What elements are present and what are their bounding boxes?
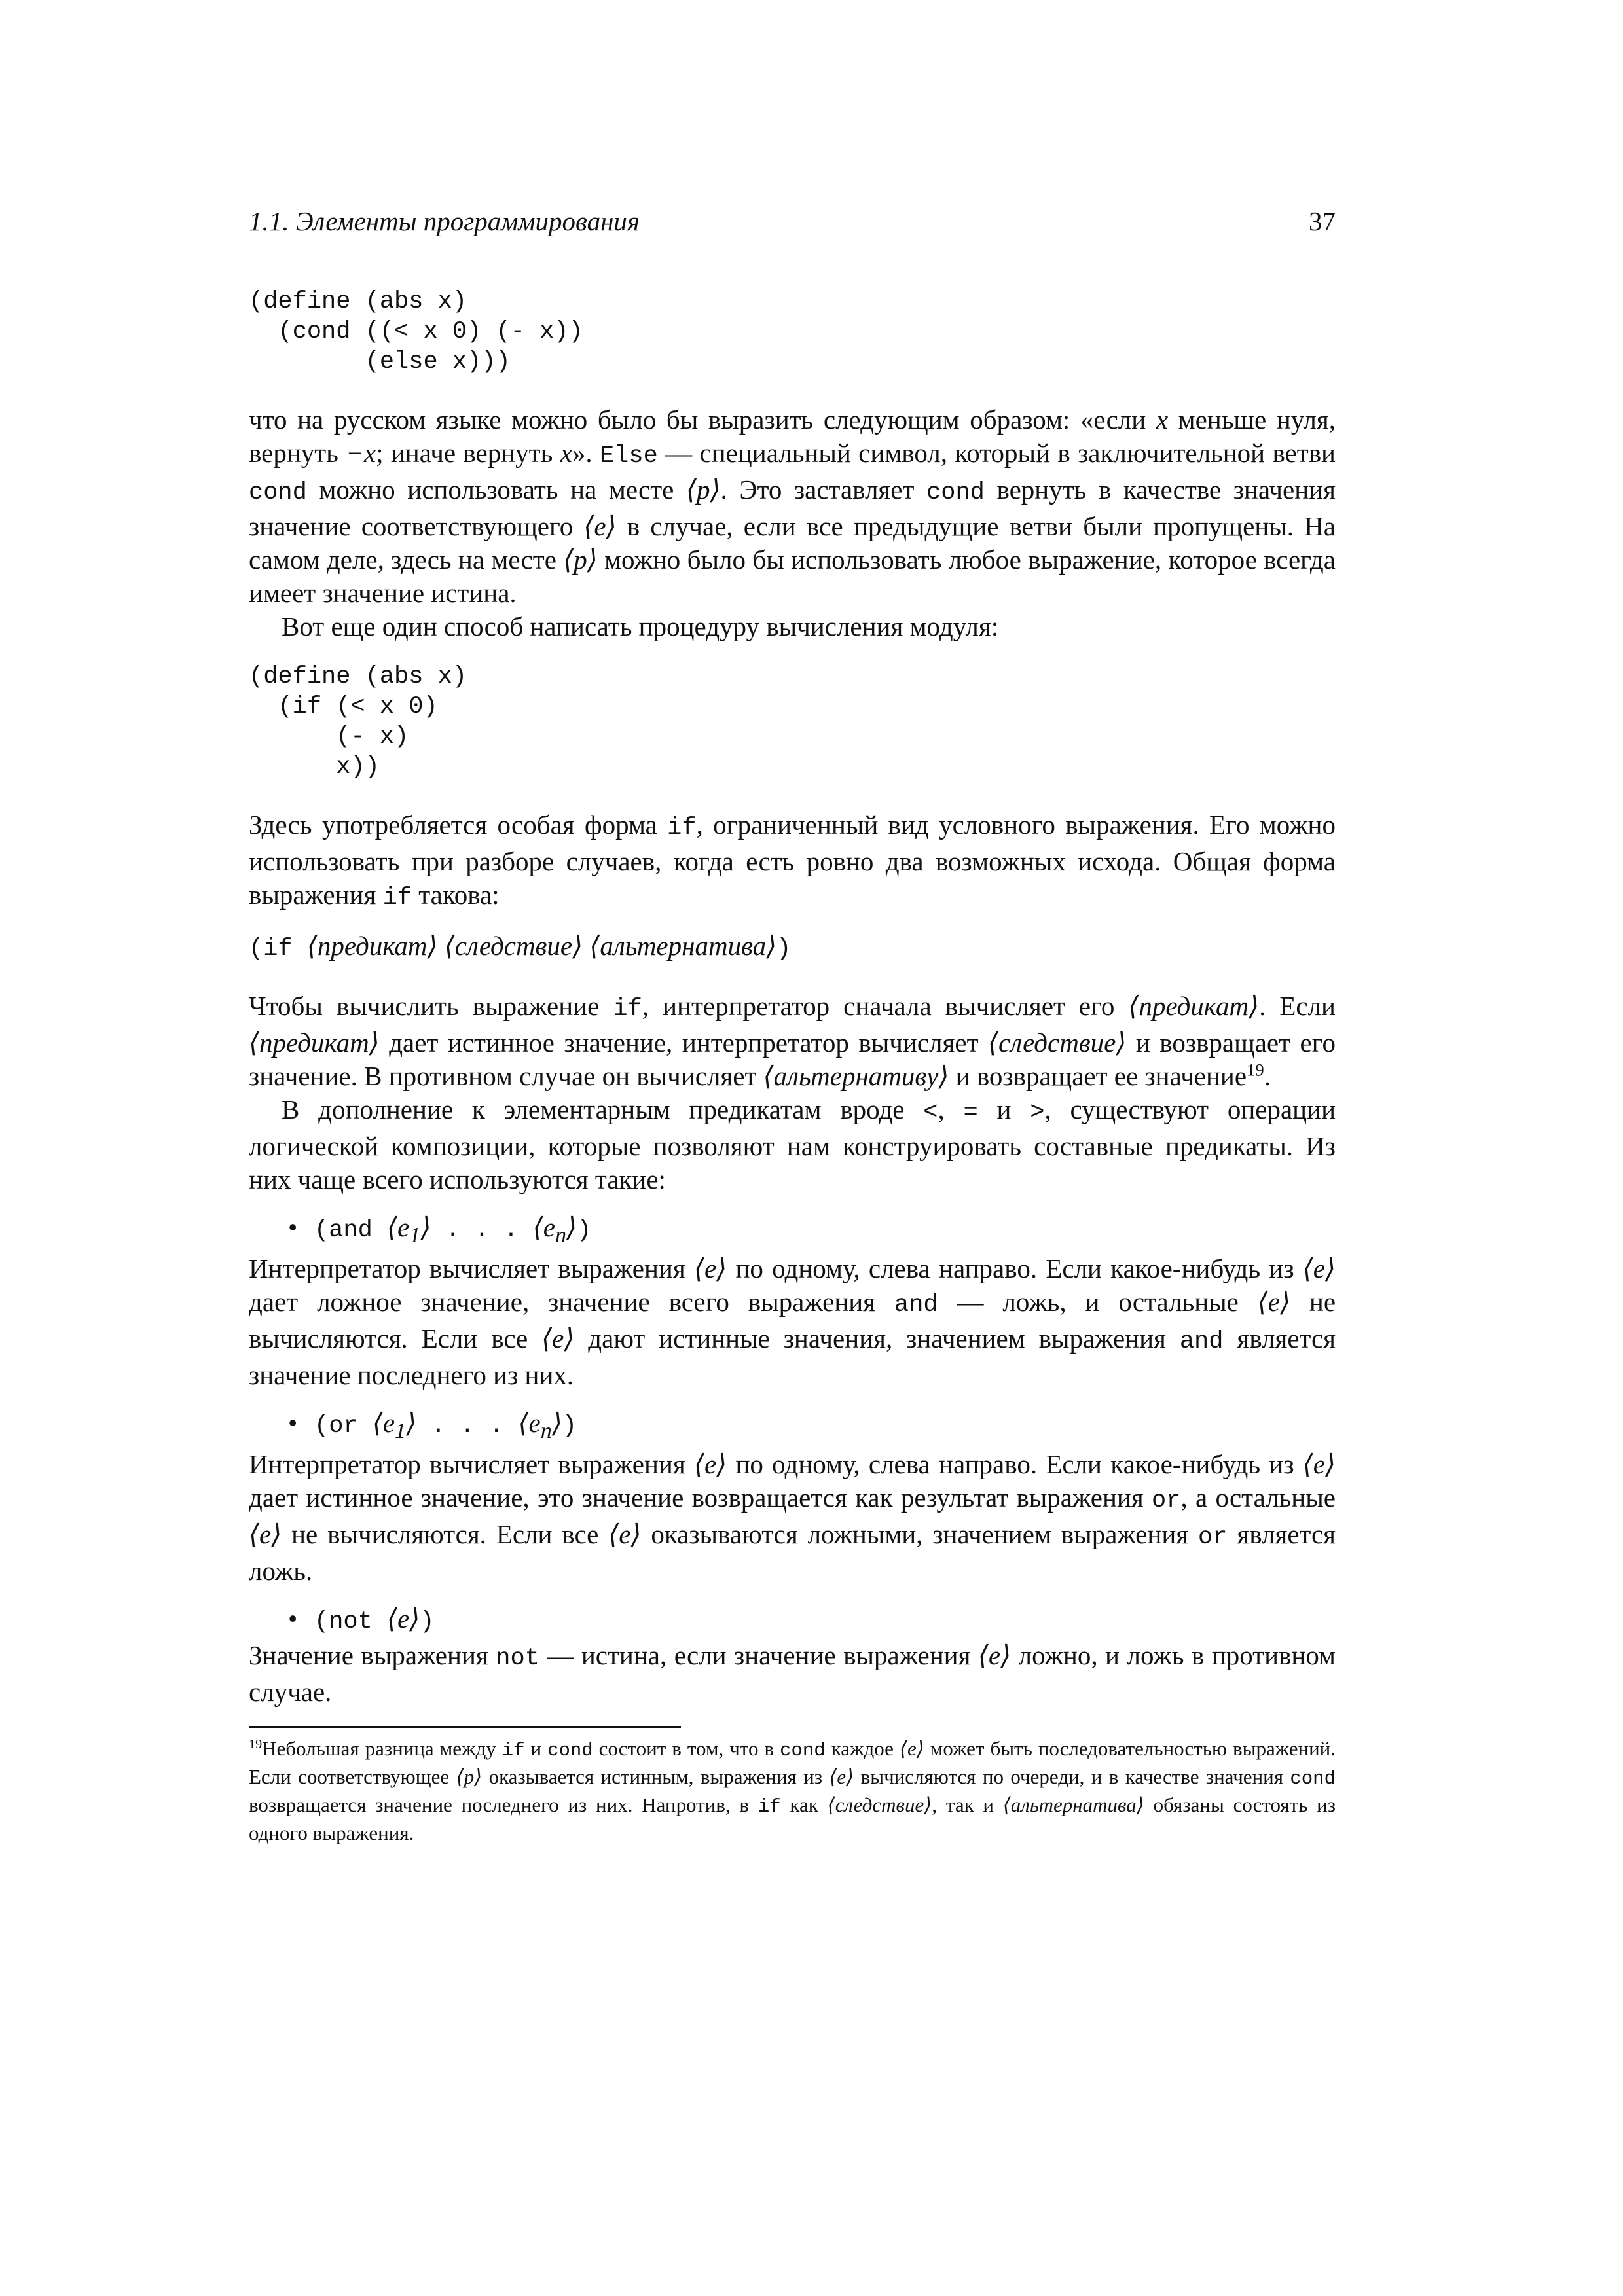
footnote-number: 19 bbox=[249, 1737, 263, 1752]
bullet-icon: • bbox=[288, 1408, 298, 1439]
code-block-abs-cond: (define (abs x) (cond ((< x 0) (- x)) (else x))) bbox=[249, 288, 583, 376]
footnote-ref: 19 bbox=[1247, 1060, 1264, 1080]
paragraph-not-description: Значение выражения not — истина, если значение выражения ⟨e⟩ ложно, и ложь в противном случае. bbox=[249, 1640, 1336, 1708]
main-text bbox=[249, 281, 1336, 1846]
paragraph-cond-explanation: что на русском языке можно было бы выразить следующим образом: «если x меньше нуля, вернуть −x; иначе вернуть x». Else — специальный символ, который в заключительной ветви cond можно использовать на месте ⟨p⟩. Это заставляет cond вернуть в качестве значения значение соответствующего ⟨e⟩ в случае, если все предыдущие ветви были пропущены. На самом деле, здесь на месте ⟨p⟩ можно было бы использовать любое выражение, которое всегда имеет значение истина. bbox=[249, 404, 1336, 608]
bullet-icon: • bbox=[288, 1212, 298, 1242]
paragraph-another-way: Вот еще один способ написать процедуру вычисления модуля: bbox=[282, 611, 999, 641]
bullet-and-form: • (and $⟨e_1⟩$ . . . $⟨e_n⟩$) bbox=[288, 1212, 592, 1248]
paragraph-logical-composition: В дополнение к элементарным предикатам вроде <, = и >, существуют операции логической композиции, которые позволяют нам конструировать составные предикаты. Из них чаще всего используются такие: bbox=[249, 1094, 1336, 1194]
paragraph-if-form: Здесь употребляется особая форма if, ограниченный вид условного выражения. Его можно использовать при разборе случаев, когда есть ровно два возможных исхода. Общая форма выражения if такова: bbox=[249, 810, 1336, 912]
footnote-divider bbox=[249, 1726, 681, 1728]
paragraph-or-description: Интерпретатор вычисляет выражения ⟨e⟩ по одному, слева направо. Если какое-нибудь из ⟨e⟩ дает истинное значение, это значение возвращается как результат выражения or, а остальные ⟨e⟩ не вычисляются. Если все ⟨e⟩ оказываются ложными, значением выражения or является ложь. bbox=[249, 1449, 1336, 1587]
section-title: 1.1. Элементы программирования bbox=[249, 206, 640, 236]
paragraph-if-evaluation: Чтобы вычислить выражение if, интерпретатор сначала вычисляет его ⟨предикат⟩. Если ⟨предикат⟩ дает истинное значение, интерпретатор вычисляет ⟨следствие⟩ и возвращает его значение. В противном случае он вычисляет ⟨альтернативу⟩ и возвращает ее значение$^{19}$. bbox=[249, 991, 1336, 1091]
bullet-icon: • bbox=[288, 1604, 298, 1634]
page-number: 37 bbox=[1309, 206, 1336, 236]
code-block-abs-if: (define (abs x) (if (< x 0) (- x) x)) bbox=[249, 663, 467, 781]
bullet-not-form: • (not ⟨e⟩) bbox=[288, 1604, 435, 1636]
paragraph-and-description: Интерпретатор вычисляет выражения ⟨e⟩ по одному, слева направо. Если какое-нибудь из ⟨e⟩ дает ложное значение, значение всего выражения and — ложь, и остальные ⟨e⟩ не вычисляются. Если все ⟨e⟩ дают истинные значения, значением выражения and является значение последнего из них. bbox=[249, 1253, 1336, 1391]
footnote-19: $^{19}$Небольшая разница между if и cond состоит в том, что в cond каждое ⟨e⟩ может быть последовательностью выражений. Если соответствующее ⟨p⟩ оказывается истинным, выражения из ⟨e⟩ вычисляются по очереди, и в качестве значения cond возвращается значение последнего из них. Напротив, в if как ⟨следствие⟩, так и ⟨альтернатива⟩ обязаны состоять из одного выражения. bbox=[249, 1737, 1336, 1845]
bullet-or-form: • (or $⟨e_1⟩$ . . . $⟨e_n⟩$) bbox=[288, 1408, 577, 1444]
running-header bbox=[249, 204, 1336, 238]
if-general-form: (if ⟨предикат⟩ ⟨следствие⟩ ⟨альтернатива⟩) bbox=[249, 931, 792, 963]
